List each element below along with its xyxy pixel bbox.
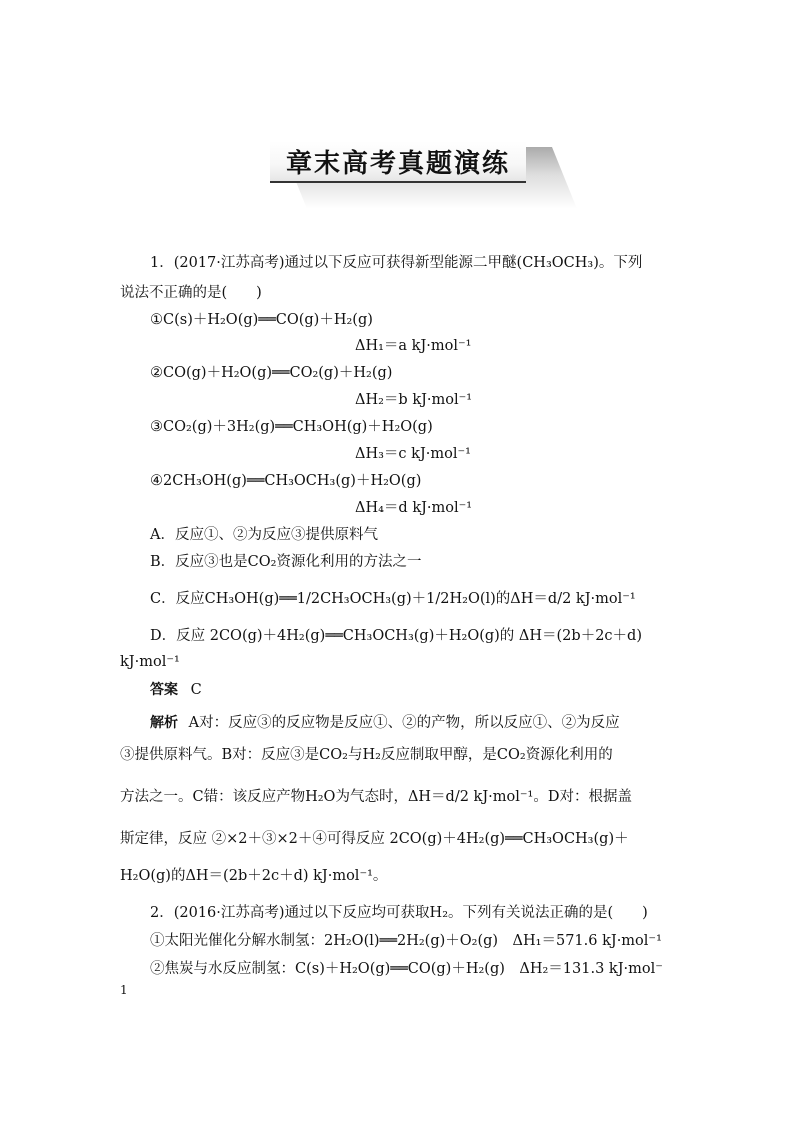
page-number: 1 — [120, 983, 128, 997]
q2-reaction-2: ②焦炭与水反应制氢：C(s)＋H₂O(g)══CO(g)＋H₂(g) ΔH₂＝131.3 kJ·mol⁻ — [150, 961, 663, 977]
q1-analysis-line2: ③提供原料气。B对：反应③是CO₂与H₂反应制取甲醇，是CO₂资源化利用的 — [120, 747, 613, 763]
q1-reaction-3: ③CO₂(g)＋3H₂(g)══CH₃OH(g)＋H₂O(g) — [150, 419, 433, 435]
analysis-text1: A对：反应③的反应物是反应①、②的产物，所以反应①、②为反应 — [188, 715, 620, 731]
q1-dh-3: ΔH₃＝c kJ·mol⁻¹ — [355, 446, 471, 462]
q1-stem-line1 — [150, 253, 675, 273]
analysis-label: 解析 — [150, 715, 178, 731]
q1-dh-2: ΔH₂＝b kJ·mol⁻¹ — [355, 392, 473, 408]
q1-reaction-1: ①C(s)＋H₂O(g)══CO(g)＋H₂(g) — [150, 312, 373, 328]
q1-option-c: C．反应CH₃OH(g)══1/2CH₃OCH₃(g)＋1/2H₂O(l)的ΔH＝d/2 kJ·mol⁻¹ — [150, 591, 636, 607]
q1-option-a: A．反应①、②为反应③提供原料气 — [150, 527, 378, 543]
q1-stem-text2: 说法不正确的是( ) — [120, 285, 262, 301]
q1-analysis-line4: 斯定律，反应 ②×2＋③×2＋④可得反应 2CO(g)＋4H₂(g)══CH₃OCH₃(g)＋ — [120, 831, 629, 847]
q1-stem-text1: 1．(2017·江苏高考)通过以下反应可获得新型能源二甲醚(CH₃OCH₃)。下列 — [150, 255, 643, 271]
q1-analysis-line3: 方法之一。C错：该反应产物H₂O为气态时，ΔH＝d/2 kJ·mol⁻¹。D对：根据盖 — [120, 789, 632, 805]
q1-reaction-2: ②CO(g)＋H₂O(g)══CO₂(g)＋H₂(g) — [150, 365, 393, 381]
q1-answer-line — [150, 680, 705, 700]
q1-dh-4: ΔH₄＝d kJ·mol⁻¹ — [355, 500, 473, 516]
q1-analysis-line1 — [150, 713, 675, 733]
q1-option-d-line2: kJ·mol⁻¹ — [120, 654, 180, 670]
page-title: 章末高考真题演练 — [285, 148, 510, 179]
answer-label: 答案 — [150, 682, 178, 698]
q1-dh-1: ΔH₁＝a kJ·mol⁻¹ — [355, 338, 472, 354]
q2-stem: 2．(2016·江苏高考)通过以下反应均可获取H₂。下列有关说法正确的是( ) — [150, 905, 648, 921]
q1-stem-line2 — [120, 283, 675, 303]
q1-option-b: B．反应③也是CO₂资源化利用的方法之一 — [150, 554, 422, 570]
q2-reaction-1: ①太阳光催化分解水制氢：2H₂O(l)══2H₂(g)＋O₂(g) ΔH₁＝571.6 kJ·mol⁻¹ — [150, 933, 662, 949]
q1-analysis-line5: H₂O(g)的ΔH＝(2b＋2c＋d) kJ·mol⁻¹。 — [120, 868, 388, 884]
answer-value: C — [190, 682, 202, 698]
q1-reaction-4: ④2CH₃OH(g)══CH₃OCH₃(g)＋H₂O(g) — [150, 473, 422, 489]
q1-option-d-line1: D．反应 2CO(g)＋4H₂(g)══CH₃OCH₃(g)＋H₂O(g)的 ΔH＝(2b＋2c＋d) — [150, 628, 642, 644]
